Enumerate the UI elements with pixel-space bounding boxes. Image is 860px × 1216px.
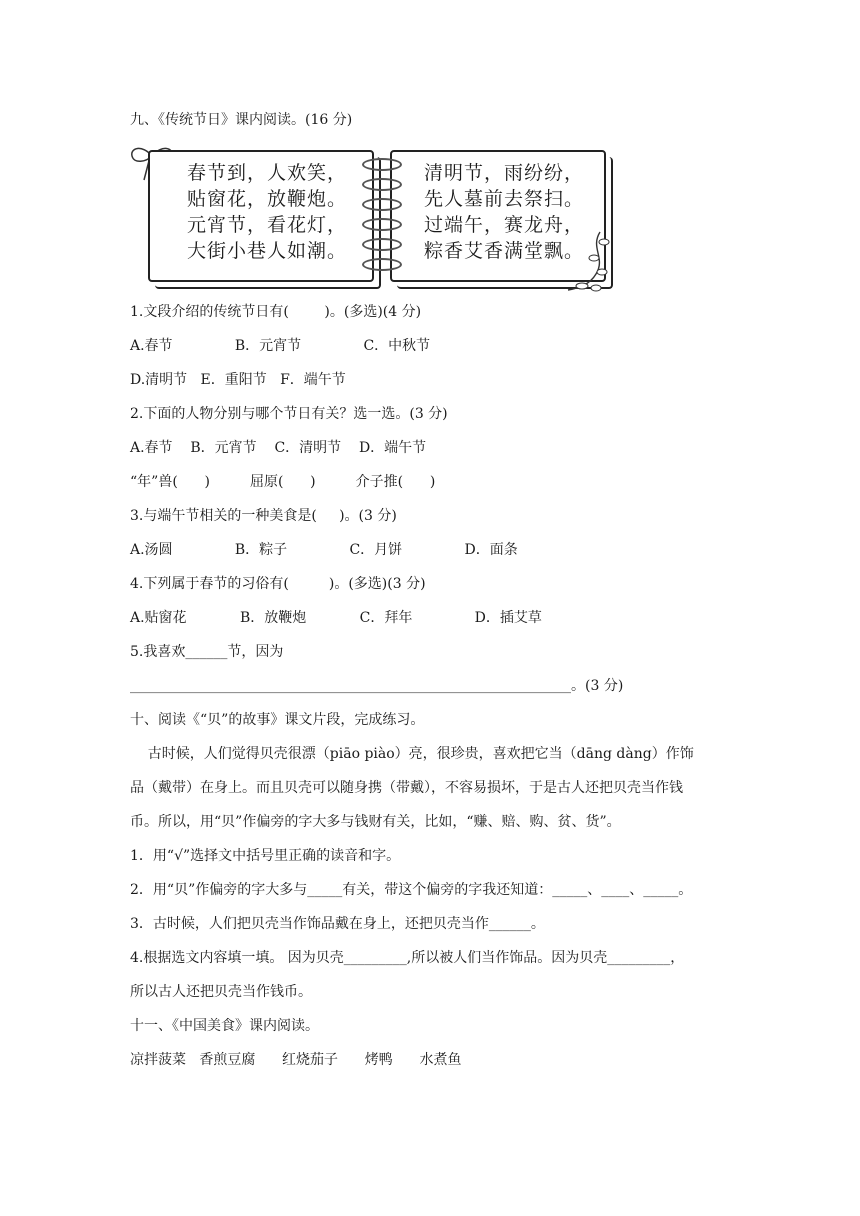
poem-line: 粽香艾香满堂飘。 [424, 240, 585, 262]
q9-title: 九、《传统节日》课内阅读。(16 分) [130, 112, 353, 128]
q10-para-line: 币。所以，用“贝”作偏旁的字大多与钱财有关，比如，“赚、赔、购、贫、货”。 [130, 814, 621, 830]
q9-line-9: 4.下列属于春节的习俗有( )。(多选)(3 分) [130, 576, 426, 592]
q9-line-11: 5.我喜欢______节，因为 [130, 644, 284, 660]
poem-card-left [148, 150, 374, 282]
poem-line: 元宵节，看花灯， [187, 214, 348, 236]
q9-line-4: 2.下面的人物分别与哪个节日有关？选一选。(3 分) [130, 406, 448, 422]
q9-line-2: A.春节 B．元宵节 C．中秋节 [130, 338, 431, 354]
q9-line-6: “年”兽( ) 屈原( ) 介子推( ) [130, 474, 436, 490]
vine-icon [560, 228, 610, 298]
poem-line: 大街小巷人如潮。 [187, 240, 348, 262]
q10-line-1: 1．用“√”选择文中括号里正确的读音和字。 [130, 848, 401, 864]
poem-line: 清明节，雨纷纷， [424, 162, 585, 184]
q10-para-line: 古时候，人们觉得贝壳很漂（piāo piào）亮，很珍贵，喜欢把它当（dāng dàng）作饰 [130, 746, 694, 762]
q9-line-5: A.春节 B．元宵节 C．清明节 D．端午节 [130, 440, 427, 456]
q9-line-12: _______________________________________________________________。(3 分) [130, 678, 624, 694]
poem-line: 过端午，赛龙舟， [424, 214, 585, 236]
q9-line-7: 3.与端午节相关的一种美食是( )。(3 分) [130, 508, 397, 524]
poem-line: 贴窗花，放鞭炮。 [187, 188, 348, 210]
poem-line: 先人墓前去祭扫。 [424, 188, 585, 210]
q9-line-1: 1.文段介绍的传统节日有( )。(多选)(4 分) [130, 304, 422, 320]
q11-title: 十一、《中国美食》课内阅读。 [130, 1018, 319, 1034]
q9-line-8: A.汤圆 B．粽子 C．月饼 D．面条 [130, 542, 518, 558]
q10-line-4: 4.根据选文内容填一填。 因为贝壳_________,所以被人们当作饰品。因为贝壳_________， [130, 950, 685, 966]
q10-line-3: 3．古时候，人们把贝壳当作饰品戴在身上，还把贝壳当作______。 [130, 916, 545, 932]
q9-line-3: D.清明节 E．重阳节 F．端午节 [130, 372, 346, 388]
poem-line: 春节到，人欢笑， [187, 162, 348, 184]
q9-line-10: A.贴窗花 B．放鞭炮 C．拜年 D．插艾草 [130, 610, 542, 626]
q10-para-line: 品（戴带）在身上。而且贝壳可以随身携（带戴），不容易损坏，于是古人还把贝壳当作钱 [130, 780, 683, 796]
q11-dishes: 凉拌菠菜 香煎豆腐 红烧茄子 烤鸭 水煮鱼 [130, 1052, 462, 1068]
q10-line-5: 所以古人还把贝壳当作钱币。 [130, 984, 312, 1000]
q10-line-2: 2．用“贝”作偏旁的字大多与_____有关，带这个偏旁的字我还知道：_____、____、_____。 [130, 882, 693, 898]
q10-title: 十、阅读《“贝”的故事》课文片段，完成练习。 [130, 712, 425, 728]
